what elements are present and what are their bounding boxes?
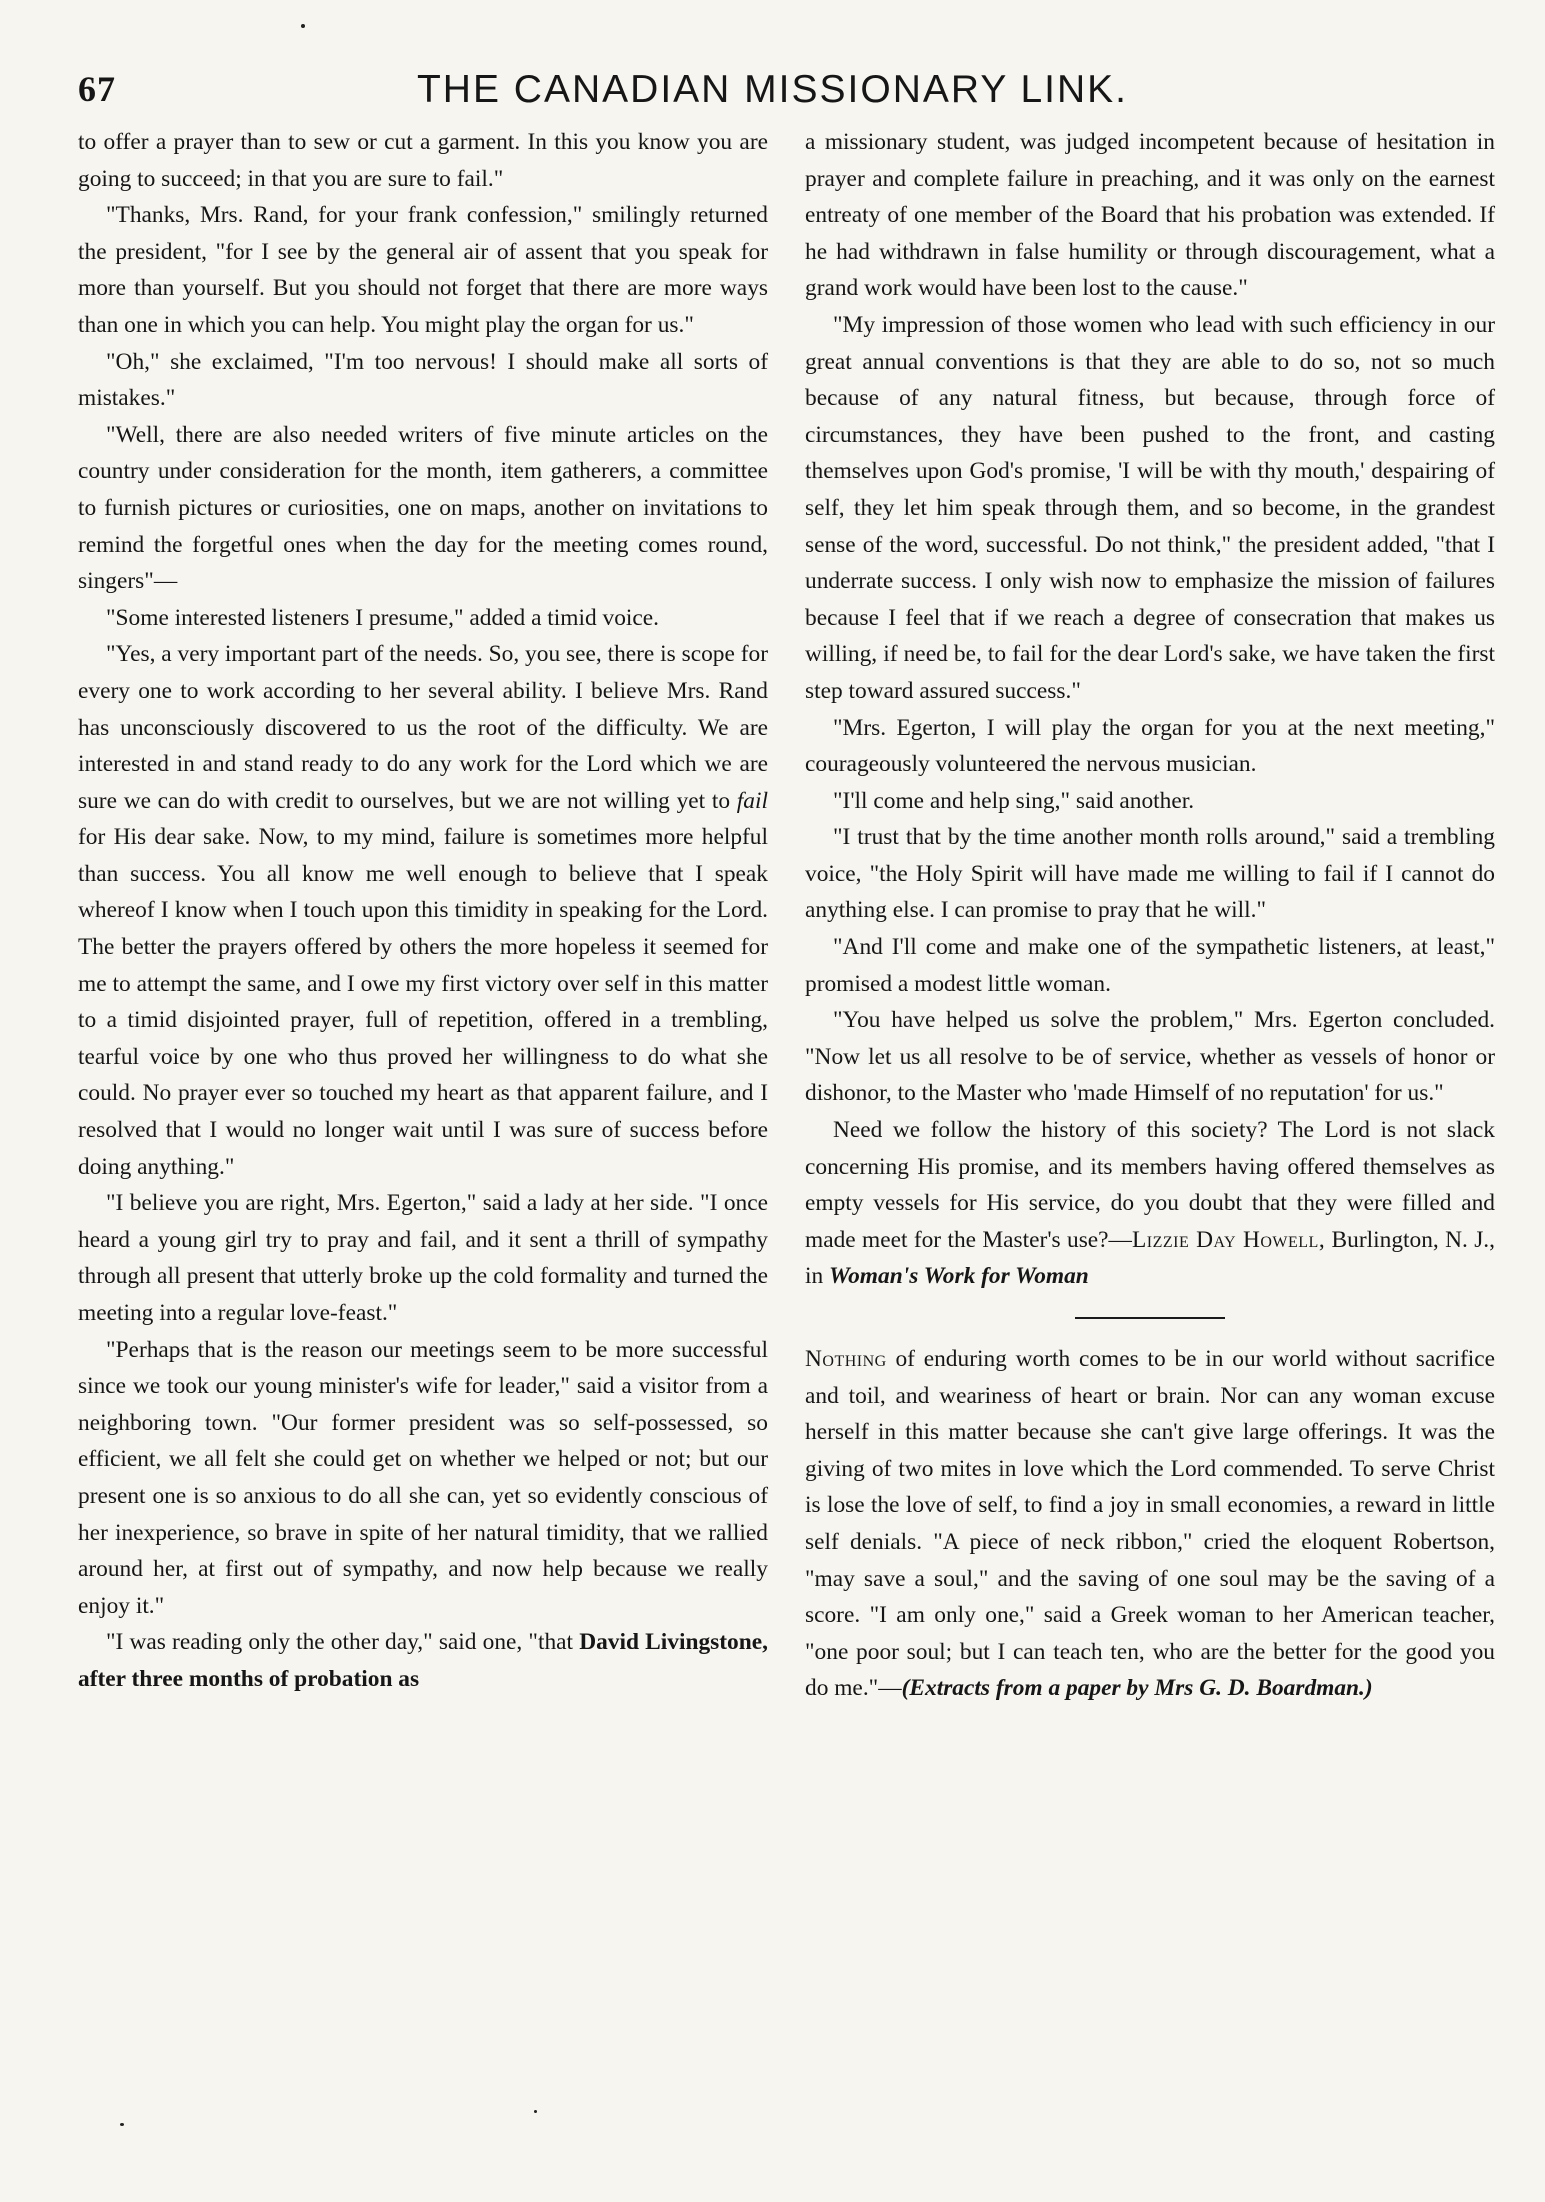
paragraph: "And I'll come and make one of the sympathetic listeners, at least," promised a modest little woman. <box>805 934 1495 997</box>
right-column <box>805 124 1495 1707</box>
print-speck <box>301 24 305 28</box>
paragraph: "My impression of those women who lead with such efficiency in our great annual conventions is that they are able to do so, not so much because of any natural fitness, but because, through force of circumstances, they have been pushed to the front, and casting themselves upon God's promise, 'I will be with thy mouth,' despairing of self, they let him speak through them, and so become, in the grandest sense of the word, successful. Do not think," the president added, "that I underrate success. I only wish now to emphasize the mission of failures because I feel that if we reach a degree of consecration that makes us willing, if need be, to fail for the dear Lord's sake, we have taken the first step toward assured success." <box>805 311 1495 704</box>
paragraph: "Some interested listeners I presume," added a timid voice. <box>106 604 660 631</box>
paragraph <box>78 1624 768 1697</box>
running-head-title: THE CANADIAN MISSIONARY LINK. <box>416 68 1129 111</box>
source-attribution: (Extracts from a paper by Mrs G. D. Boardman.) <box>901 1675 1373 1702</box>
bold-text-run: David Livingstone, after three months of probation as <box>78 1629 768 1692</box>
paragraph: "Well, there are also needed writers of five minute articles on the country under consideration for the month, item gatherers, a committee to furnish pictures or curiosities, one on maps, another on invitations to remind the forgetful ones when the day for the meeting comes round, singers"— <box>78 421 768 595</box>
paragraph: "I trust that by the time another month rolls around," said a trembling voice, "the Holy Spirit will have made me willing to fail if I cannot do anything else. I can promise to pray that he will." <box>805 824 1495 924</box>
print-speck <box>534 2110 537 2113</box>
paragraph: "Perhaps that is the reason our meetings seem to be more successful since we took our young minister's wife for leader," said a visitor from a neighboring town. "Our former president was so self-possessed, so efficient, we all felt she could get on whether we helped or not; but our present one is so anxious to do all she can, yet so evidently conscious of her inexperience, so brave in spite of her natural timidity, that we rallied around her, at first out of sympathy, and now help because we really enjoy it." <box>78 1336 768 1619</box>
page-number: 67 <box>78 69 116 109</box>
italic-word: fail <box>736 787 768 814</box>
paragraph: a missionary student, was judged incompetent because of hesitation in prayer and complete failure in preaching, and it was only on the earnest entreaty of one member of the Board that his probation was extended. If he had withdrawn in false humility or through discouragement, what a grand work would have been lost to the cause." <box>805 129 1495 302</box>
text-run: "I was reading only the other day," said one, "that <box>106 1629 580 1656</box>
left-column <box>78 124 768 1698</box>
lead-word: Nothing <box>805 1346 887 1372</box>
section-divider <box>1075 1317 1225 1319</box>
text-run: of enduring worth comes to be in our world without sacrifice and toil, and weariness of heart or brain. Nor can any woman excuse herself in this matter because she can't give large offerings. It was the giving of two mites in love which the Lord commended. To serve Christ is lose the love of self, to find a joy in small economies, a reward in little self denials. "A piece of neck ribbon," cried the eloquent Robertson, "may save a soul," and the saving of one soul may be the saving of a score. "I am only one," said a Greek woman to her American teacher, "one poor soul; but I can teach ten, who are the better for the good you do me."— <box>805 1346 1495 1702</box>
text-run: "Yes, a very important part of the needs. So, you see, there is scope for every one to work according to her several ability. I believe Mrs. Rand has unconsciously discovered to us the root of the difficulty. We are interested in and stand ready to do any work for the Lord which we are sure we can do with credit to ourselves, but we are not willing yet to <box>78 641 768 814</box>
author-signature: Lizzie Day Howell, <box>1131 1226 1326 1253</box>
source-publication: Woman's Work for Woman <box>829 1263 1089 1290</box>
paragraph <box>78 636 768 1185</box>
paragraph <box>805 1341 1495 1707</box>
paragraph: "I'll come and help sing," said another. <box>833 787 1195 814</box>
paragraph: "I believe you are right, Mrs. Egerton," said a lady at her side. "I once heard a young girl try to pray and fail, and it sent a thrill of sympathy through all present that utterly broke up the cold formality and turned the meeting into a regular love-feast." <box>78 1190 768 1326</box>
paragraph: "Mrs. Egerton, I will play the organ for you at the next meeting," courageously volunteered the nervous musician. <box>805 714 1495 778</box>
page-header <box>78 62 1467 122</box>
paragraph: "Thanks, Mrs. Rand, for your frank confession," smilingly returned the president, "for I see by the general air of assent that you speak for more than yourself. But you should not forget that there are more ways than one in which you can help. You might play the organ for us." <box>78 202 768 338</box>
paragraph: "You have helped us solve the problem," Mrs. Egerton concluded. "Now let us all resolve to be of service, whether as vessels of honor or dishonor, to the Master who 'made Himself of no reputation' for us." <box>805 1007 1495 1107</box>
text-run: Burlington, N. J., in <box>805 1226 1495 1290</box>
paragraph <box>805 1112 1495 1295</box>
text-run: for His dear sake. Now, to my mind, failure is sometimes more helpful than success. You all know me well enough to believe that I speak whereof I know when I touch upon this timidity in speaking for the Lord. The better the prayers offered by others the more hopeless it seemed for me to attempt the same, and I owe my first victory over self in this matter to a timid disjointed prayer, full of repetition, offered in a trembling, tearful voice by one who thus proved her willingness to do what she could. No prayer ever so touched my heart as that apparent failure, and I resolved that I would no longer wait until I was sure of success before doing anything." <box>78 824 768 1180</box>
print-speck <box>120 2123 124 2126</box>
paragraph: "Oh," she exclaimed, "I'm too nervous! I should make all sorts of mistakes." <box>78 348 768 412</box>
text-run: Need we follow the history of this society? The Lord is not slack concerning His promise, and its members having offered themselves as empty vessels for His service, do you doubt that they were filled and made meet for the Master's use?— <box>805 1117 1495 1253</box>
paragraph: to offer a prayer than to sew or cut a garment. In this you know you are going to succeed; in that you are sure to fail." <box>78 129 768 192</box>
